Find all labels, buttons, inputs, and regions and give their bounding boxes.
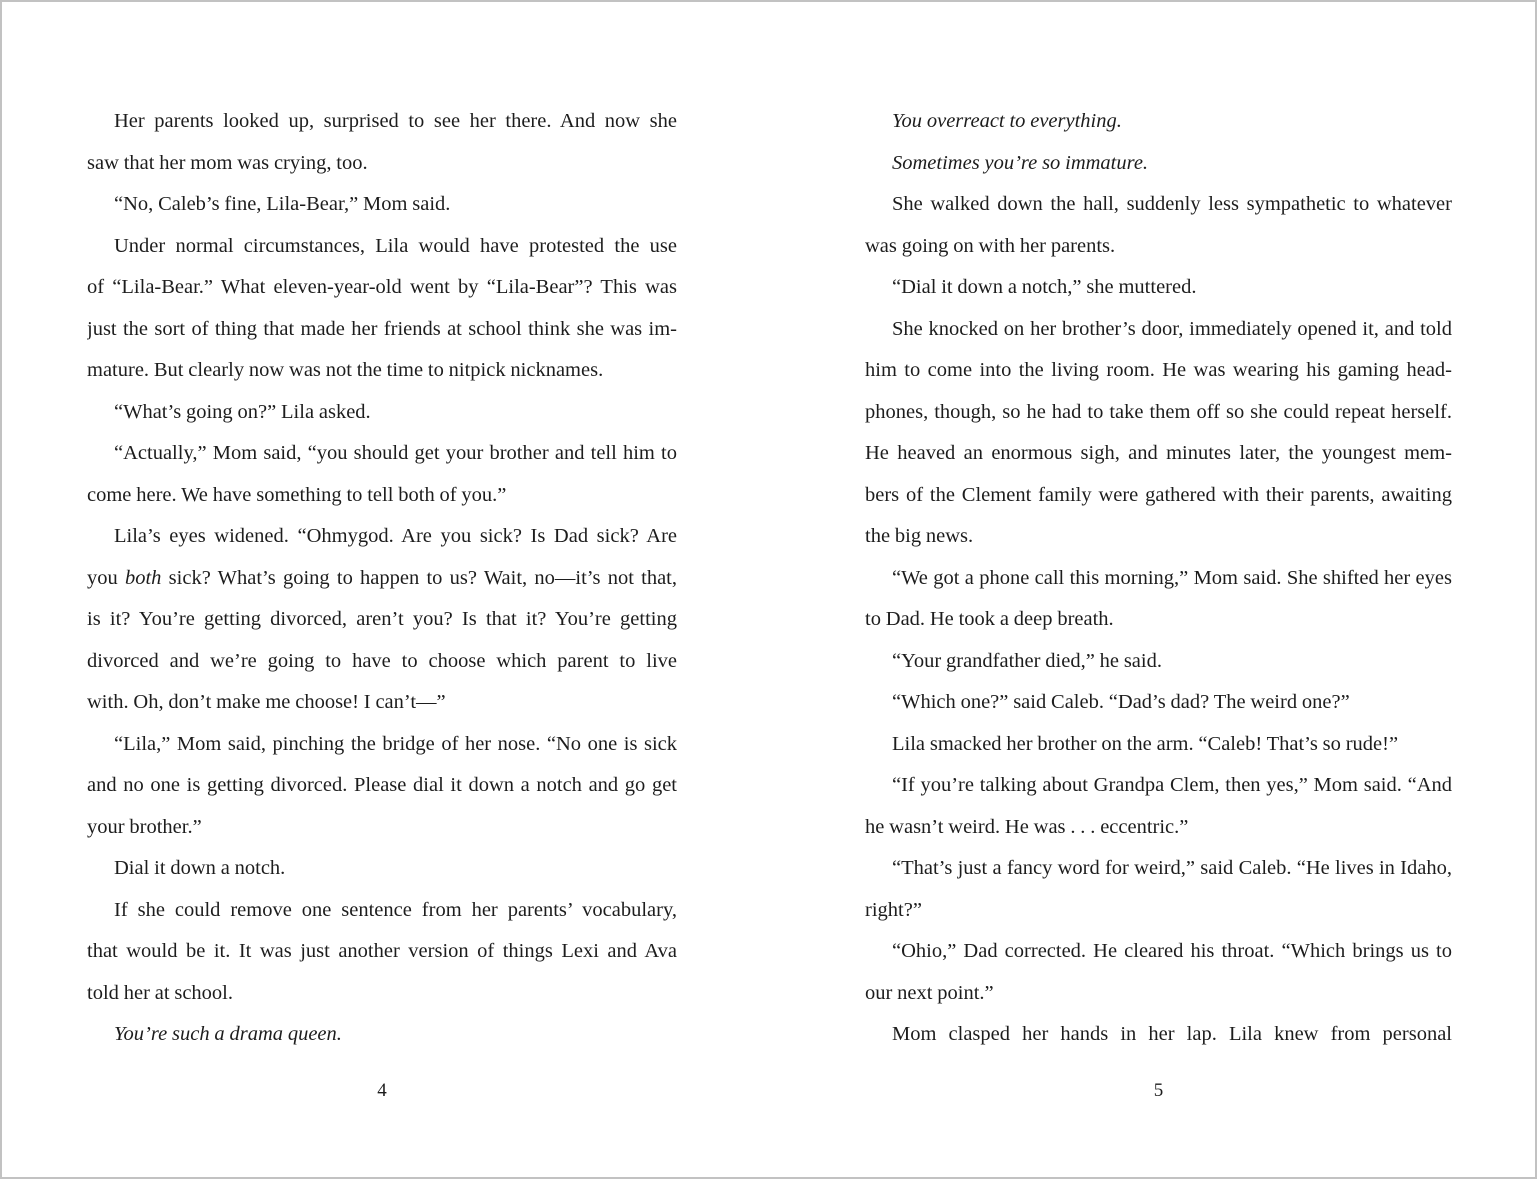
text-segment: Lila smacked her brother on the arm. “Caleb! That’s so rude!”: [892, 732, 1399, 755]
text-line: [87, 101, 677, 143]
text-segment: She knocked on her brother’s door, immediately opened it, and told: [892, 317, 1452, 340]
text-line: [87, 184, 677, 226]
text-line: [87, 765, 677, 807]
text-line: [87, 724, 677, 766]
text-line: [87, 516, 677, 558]
text-segment: Sometimes you’re so immature.: [892, 151, 1149, 174]
text-segment: saw that her mom was crying, too.: [87, 151, 368, 174]
text-line: [865, 1014, 1452, 1056]
text-line: [87, 1014, 677, 1056]
text-segment: mature. But clearly now was not the time to nitpick nicknames.: [87, 359, 604, 381]
text-segment: If she could remove one sentence from her parents’ vocabulary,: [114, 898, 677, 921]
text-line: [87, 890, 677, 932]
text-segment: “Your grandfather died,” he said.: [892, 649, 1162, 672]
text-line: [87, 931, 677, 973]
text-segment: to Dad. He took a deep breath.: [865, 608, 1114, 630]
text-line: [87, 309, 677, 351]
text-line: [87, 973, 677, 1015]
text-segment: is it? You’re getting divorced, aren’t you? Is that it? You’re getting: [87, 608, 677, 630]
text-line: [87, 350, 677, 392]
text-segment: was going on with her parents.: [865, 234, 1116, 257]
text-segment: He heaved an enormous sigh, and minutes later, the youngest mem-: [865, 442, 1452, 464]
italic-text-segment: both: [124, 566, 162, 589]
text-segment: “If you’re talking about Grandpa Clem, then yes,” Mom said. “And: [892, 774, 1452, 796]
text-segment: phones, though, so he had to take them off so she could repeat herself.: [865, 400, 1452, 423]
text-segment: “We got a phone call this morning,” Mom said. She shifted her eyes: [892, 566, 1452, 589]
text-segment: She walked down the hall, suddenly less sympathetic to whatever: [892, 193, 1452, 215]
text-segment: You’re such a drama queen.: [114, 1023, 342, 1045]
text-segment: “Actually,” Mom said, “you should get your brother and tell him to: [114, 442, 677, 464]
text-line: [865, 724, 1452, 766]
text-line: [865, 931, 1452, 973]
text-segment: “What’s going on?” Lila asked.: [114, 400, 371, 423]
text-line: [865, 143, 1452, 185]
text-line: [865, 101, 1452, 143]
text-segment: divorced and we’re going to have to choose which parent to live: [87, 649, 677, 672]
text-line: [865, 848, 1452, 890]
text-line: [865, 973, 1452, 1015]
text-line: [87, 475, 677, 517]
text-segment: told her at school.: [87, 981, 233, 1004]
text-line: [865, 599, 1452, 641]
text-segment: you: [87, 566, 125, 589]
text-line: [87, 558, 677, 600]
text-line: [87, 267, 677, 309]
text-line: [87, 226, 677, 268]
text-segment: the big news.: [865, 525, 974, 547]
text-segment: sick? What’s going to happen to us? Wait, no—it’s not that,: [161, 566, 677, 589]
text-segment: Under normal circumstances, Lila would have protested the use: [114, 234, 677, 257]
text-line: [865, 309, 1452, 351]
text-line: [865, 475, 1452, 517]
text-segment: “No, Caleb’s fine, Lila-Bear,” Mom said.: [114, 193, 451, 215]
text-line: [865, 558, 1452, 600]
text-line: [865, 184, 1452, 226]
text-line: [865, 226, 1452, 268]
text-line: [865, 516, 1452, 558]
text-line: [87, 433, 677, 475]
text-segment: come here. We have something to tell both of you.”: [87, 483, 507, 506]
text-line: [865, 641, 1452, 683]
text-segment: of “Lila-Bear.” What eleven-year-old went by “Lila-Bear”? This was: [87, 276, 677, 298]
text-line: [865, 267, 1452, 309]
text-segment: that would be it. It was just another version of things Lexi and Ava: [87, 940, 677, 962]
text-segment: and no one is getting divorced. Please dial it down a notch and go get: [87, 774, 677, 796]
text-segment: Her parents looked up, surprised to see her there. And now she: [114, 110, 677, 132]
text-line: [865, 765, 1452, 807]
text-segment: Lila’s eyes widened. “Ohmygod. Are you sick? Is Dad sick? Are: [114, 525, 677, 547]
text-segment: with. Oh, don’t make me choose! I can’t—”: [87, 691, 446, 713]
text-line: [87, 682, 677, 724]
text-segment: bers of the Clement family were gathered with their parents, awaiting: [865, 483, 1452, 506]
text-segment: Mom clasped her hands in her lap. Lila knew from personal: [892, 1023, 1452, 1045]
text-line: [87, 807, 677, 849]
text-segment: “Which one?” said Caleb. “Dad’s dad? The weird one?”: [892, 691, 1350, 713]
text-segment: Dial it down a notch.: [114, 857, 286, 879]
text-segment: “Ohio,” Dad corrected. He cleared his throat. “Which brings us to: [892, 940, 1452, 962]
text-line: [865, 807, 1452, 849]
page-left-text-column: [87, 101, 677, 1056]
page-number-left: 4: [377, 1080, 387, 1101]
text-line: [87, 392, 677, 434]
text-line: [865, 350, 1452, 392]
text-segment: just the sort of thing that made her friends at school think she was im-: [87, 317, 677, 340]
text-line: [865, 682, 1452, 724]
text-segment: “Lila,” Mom said, pinching the bridge of her nose. “No one is sick: [114, 732, 677, 755]
text-segment: “Dial it down a notch,” she muttered.: [892, 276, 1197, 298]
text-line: [87, 641, 677, 683]
text-line: [87, 599, 677, 641]
text-segment: he wasn’t weird. He was . . . eccentric.”: [865, 815, 1189, 838]
text-segment: your brother.”: [87, 815, 202, 838]
text-line: [865, 392, 1452, 434]
text-segment: him to come into the living room. He was wearing his gaming head-: [865, 359, 1452, 381]
text-line: [87, 848, 677, 890]
text-line: [87, 143, 677, 185]
page-right-text-column: [865, 101, 1452, 1056]
text-segment: our next point.”: [865, 981, 994, 1004]
text-line: [865, 890, 1452, 932]
text-segment: right?”: [865, 898, 922, 921]
page-number-right: 5: [1153, 1080, 1164, 1101]
text-line: [865, 433, 1452, 475]
text-segment: “That’s just a fancy word for weird,” said Caleb. “He lives in Idaho,: [892, 857, 1452, 879]
text-segment: You overreact to everything.: [892, 110, 1122, 132]
